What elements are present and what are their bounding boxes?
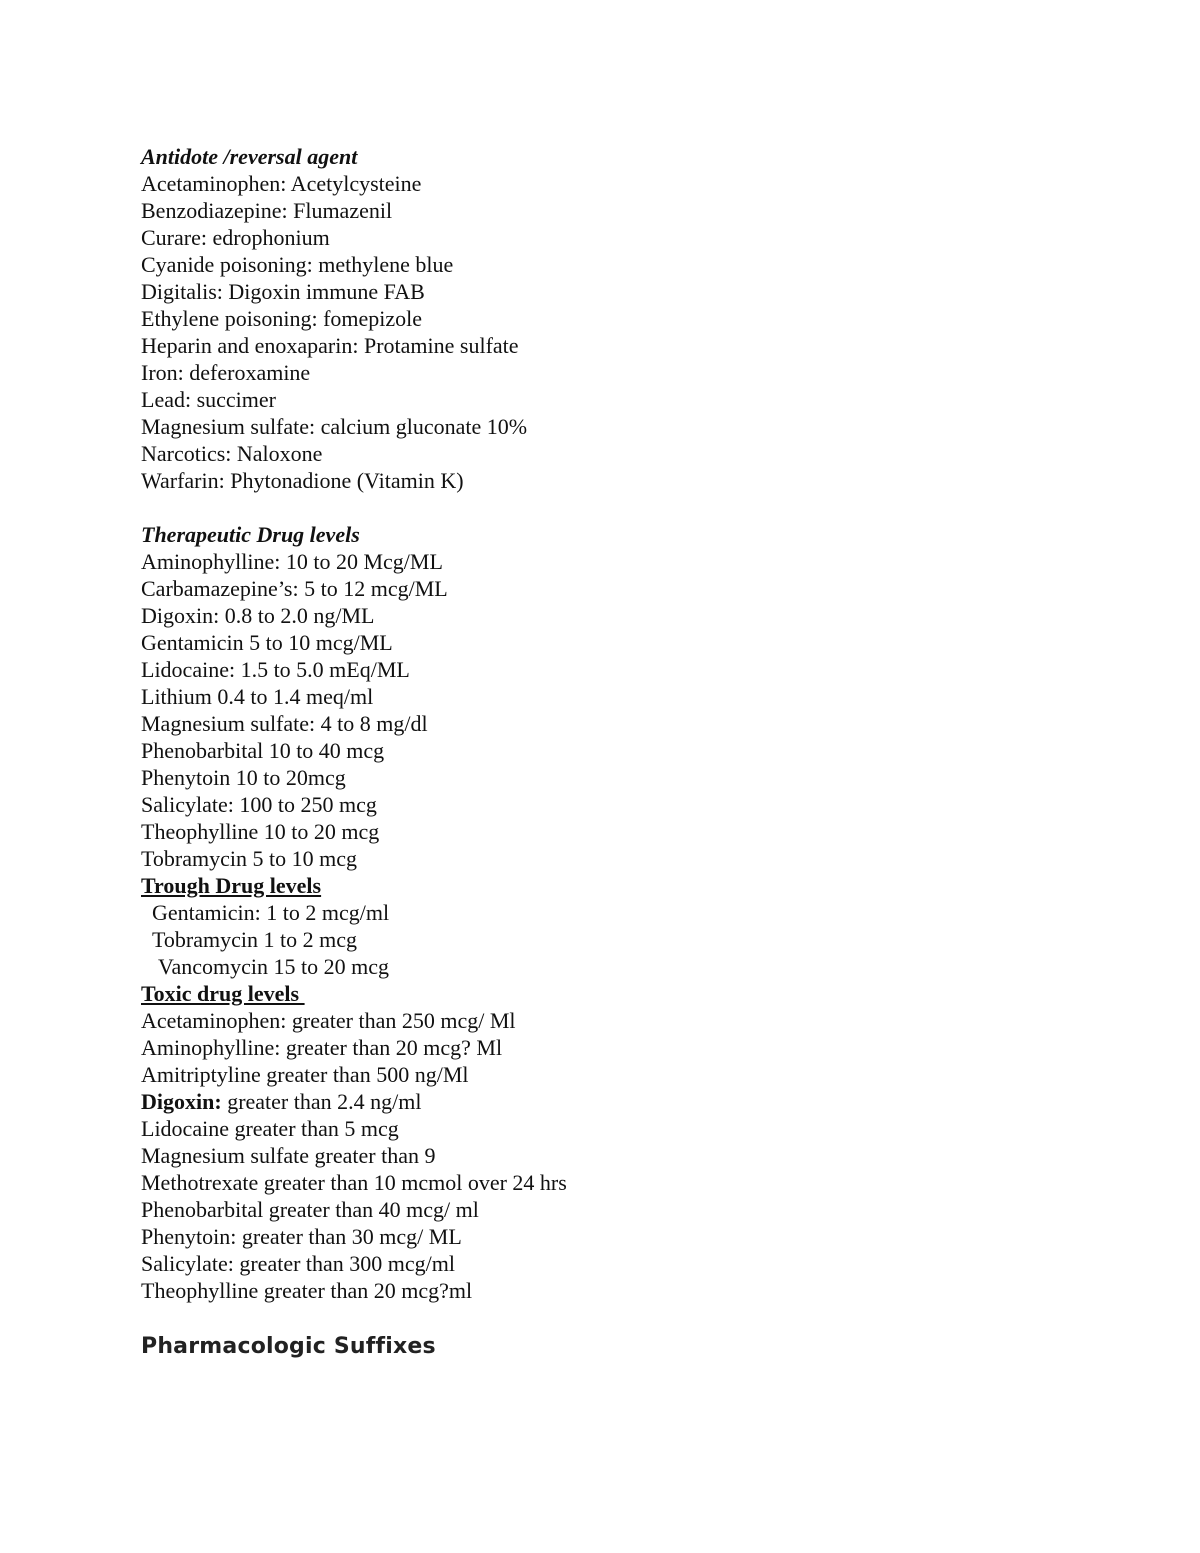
therapeutic-item: Lithium 0.4 to 1.4 meq/ml	[141, 684, 374, 709]
therapeutic-item: Lidocaine: 1.5 to 5.0 mEq/ML	[141, 657, 410, 682]
document-page	[141, 143, 1101, 1362]
therapeutic-item: Digoxin: 0.8 to 2.0 ng/ML	[141, 603, 375, 628]
toxic-item: Magnesium sulfate greater than 9	[141, 1143, 436, 1168]
digoxin-value: greater than 2.4 ng/ml	[221, 1089, 422, 1114]
toxic-item: Aminophylline: greater than 20 mcg? Ml	[141, 1035, 503, 1060]
therapeutic-item: Phenytoin 10 to 20mcg	[141, 765, 346, 790]
therapeutic-item: Magnesium sulfate: 4 to 8 mg/dl	[141, 711, 428, 736]
toxic-heading: Toxic drug levels	[141, 981, 305, 1006]
toxic-item: Acetaminophen: greater than 250 mcg/ Ml	[141, 1008, 516, 1033]
antidote-item: Curare: edrophonium	[141, 225, 330, 250]
digoxin-label: Digoxin:	[141, 1089, 222, 1114]
antidote-item: Lead: succimer	[141, 387, 276, 412]
suffixes-heading: Pharmacologic Suffixes	[141, 1334, 436, 1359]
blank-line	[141, 494, 1101, 521]
antidote-item: Narcotics: Naloxone	[141, 441, 323, 466]
trough-item: Gentamicin: 1 to 2 mcg/ml	[152, 900, 390, 925]
therapeutic-item: Phenobarbital 10 to 40 mcg	[141, 738, 385, 763]
antidote-item: Ethylene poisoning: fomepizole	[141, 306, 423, 331]
toxic-item: Salicylate: greater than 300 mcg/ml	[141, 1251, 456, 1276]
trough-heading: Trough Drug levels	[141, 873, 322, 898]
trough-item: Tobramycin 1 to 2 mcg	[152, 927, 357, 952]
antidote-section	[141, 143, 1101, 494]
toxic-section	[141, 980, 1101, 1304]
antidote-item: Acetaminophen: Acetylcysteine	[141, 171, 422, 196]
antidote-heading: Antidote /reversal agent	[141, 144, 358, 169]
toxic-item: Phenobarbital greater than 40 mcg/ ml	[141, 1197, 479, 1222]
antidote-item: Magnesium sulfate: calcium gluconate 10%	[141, 414, 528, 439]
toxic-item: Phenytoin: greater than 30 mcg/ ML	[141, 1224, 462, 1249]
toxic-item-digoxin	[141, 1088, 1101, 1115]
therapeutic-item: Gentamicin 5 to 10 mcg/ML	[141, 630, 393, 655]
toxic-item: Amitriptyline greater than 500 ng/Ml	[141, 1062, 469, 1087]
therapeutic-item: Salicylate: 100 to 250 mcg	[141, 792, 377, 817]
therapeutic-item: Aminophylline: 10 to 20 Mcg/ML	[141, 549, 443, 574]
toxic-item: Lidocaine greater than 5 mcg	[141, 1116, 399, 1141]
toxic-item: Theophylline greater than 20 mcg?ml	[141, 1278, 473, 1303]
therapeutic-heading: Therapeutic Drug levels	[141, 522, 360, 547]
trough-item: Vancomycin 15 to 20 mcg	[158, 954, 389, 979]
antidote-item: Warfarin: Phytonadione (Vitamin K)	[141, 468, 464, 493]
toxic-item: Methotrexate greater than 10 mcmol over 24 hrs	[141, 1170, 567, 1195]
antidote-item: Cyanide poisoning: methylene blue	[141, 252, 454, 277]
therapeutic-item: Theophylline 10 to 20 mcg	[141, 819, 380, 844]
antidote-item: Iron: deferoxamine	[141, 360, 311, 385]
antidote-item: Heparin and enoxaparin: Protamine sulfate	[141, 333, 519, 358]
therapeutic-item: Tobramycin 5 to 10 mcg	[141, 846, 357, 871]
antidote-item: Benzodiazepine: Flumazenil	[141, 198, 393, 223]
antidote-item: Digitalis: Digoxin immune FAB	[141, 279, 425, 304]
therapeutic-section	[141, 521, 1101, 872]
trough-section	[141, 872, 1101, 980]
therapeutic-item: Carbamazepine’s: 5 to 12 mcg/ML	[141, 576, 448, 601]
